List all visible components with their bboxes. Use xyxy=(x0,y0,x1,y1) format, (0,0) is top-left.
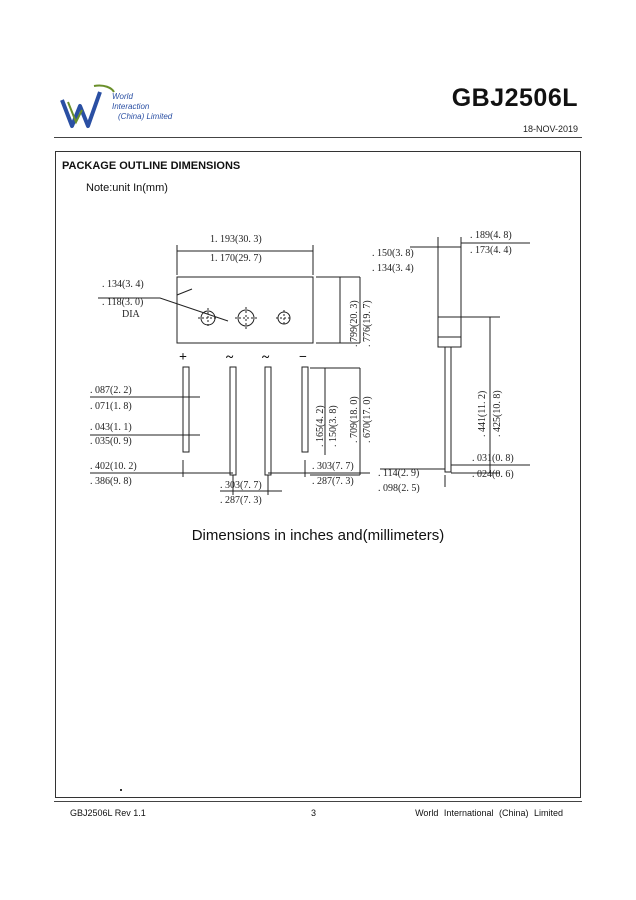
dimensions-caption: Dimensions in inches and(millimeters) xyxy=(191,527,445,544)
side-view-body xyxy=(438,247,461,347)
stray-dot xyxy=(120,789,122,791)
dim-hole-dia-label: DIA xyxy=(122,309,140,320)
dim-pitch-right-min: . 287(7. 3) xyxy=(312,476,354,487)
logo-line-2: Interaction xyxy=(112,102,150,111)
dim-lead-len-max: . 709(18. 0) xyxy=(349,396,360,443)
dim-lead-tip-max: . 031(0. 8) xyxy=(472,453,514,464)
pin-plus xyxy=(183,367,189,452)
dim-body-height-max: . 799(20. 3) xyxy=(349,300,360,347)
part-number-title: GBJ2506L xyxy=(451,84,578,112)
dim-first-pitch-min: . 386(9. 8) xyxy=(90,476,132,487)
pin-ac-1 xyxy=(230,367,236,475)
pin-mark-plus: + xyxy=(179,350,187,365)
footer-company: World International (China) Limited xyxy=(415,808,563,818)
package-outline-drawing xyxy=(60,225,560,505)
dim-side-top-max: . 150(3. 8) xyxy=(372,248,414,259)
dim-hole-dia-min: . 118(3. 0) xyxy=(102,297,144,308)
dim-side-lead-min: . 425(10. 8) xyxy=(492,390,503,437)
document-date: 18-NOV-2019 xyxy=(522,124,578,134)
dim-body-height-min: . 776(19. 7) xyxy=(362,300,373,347)
dim-lead-tip-min: . 024(0. 6) xyxy=(472,469,514,480)
dim-side-lead-max: . 441(11. 2) xyxy=(477,390,488,437)
dim-thickness-min: . 173(4. 4) xyxy=(470,245,512,256)
pin-mark-minus: − xyxy=(299,350,307,365)
footer-revision: GBJ2506L Rev 1.1 xyxy=(70,808,146,818)
dim-thickness-max: . 189(4. 8) xyxy=(470,230,512,241)
side-view-lead xyxy=(445,347,451,472)
footer-rule xyxy=(54,801,582,802)
logo-w-icon xyxy=(60,82,116,136)
dim-lead-short-min: . 150(3. 8) xyxy=(328,405,339,447)
logo-line-1: World xyxy=(112,92,133,101)
unit-note: Note:unit In(mm) xyxy=(86,182,168,194)
dim-pin-thk-min: . 035(0. 9) xyxy=(90,436,132,447)
dim-overall-width-max: 1. 193(30. 3) xyxy=(210,234,262,245)
footer-page-number: 3 xyxy=(311,808,317,818)
logo-text xyxy=(112,92,172,122)
dim-lead-short-max: . 165(4. 2) xyxy=(315,405,326,447)
logo-line-3: (China) Limited xyxy=(118,112,173,121)
dim-pitch-center-max: . 303(7. 7) xyxy=(220,480,262,491)
dim-pin-thk-max: . 043(1. 1) xyxy=(90,422,132,433)
company-logo xyxy=(60,82,200,136)
pin-mark-ac-2: ~ xyxy=(262,350,270,365)
dim-first-pitch-max: . 402(10. 2) xyxy=(90,461,137,472)
pin-ac-2 xyxy=(265,367,271,475)
pin-mark-ac-1: ~ xyxy=(226,350,234,365)
dim-pitch-center-min: . 287(7. 3) xyxy=(220,495,262,505)
dim-lead-len-min: . 670(17. 0) xyxy=(362,396,373,443)
dim-side-offset-max: . 114(2. 9) xyxy=(378,468,420,479)
dim-overall-width-min: 1. 170(29. 7) xyxy=(210,253,262,264)
dim-hole-dia-max: . 134(3. 4) xyxy=(102,279,144,290)
dim-pin-width-min: . 071(1. 8) xyxy=(90,401,132,412)
section-title: PACKAGE OUTLINE DIMENSIONS xyxy=(62,160,241,172)
header-rule xyxy=(54,137,582,138)
dim-pitch-right-max: . 303(7. 7) xyxy=(312,461,354,472)
dim-pin-width-max: . 087(2. 2) xyxy=(90,385,132,396)
dim-side-top-min: . 134(3. 4) xyxy=(372,263,414,274)
dim-side-offset-min: . 098(2. 5) xyxy=(378,483,420,494)
pin-minus xyxy=(302,367,308,452)
